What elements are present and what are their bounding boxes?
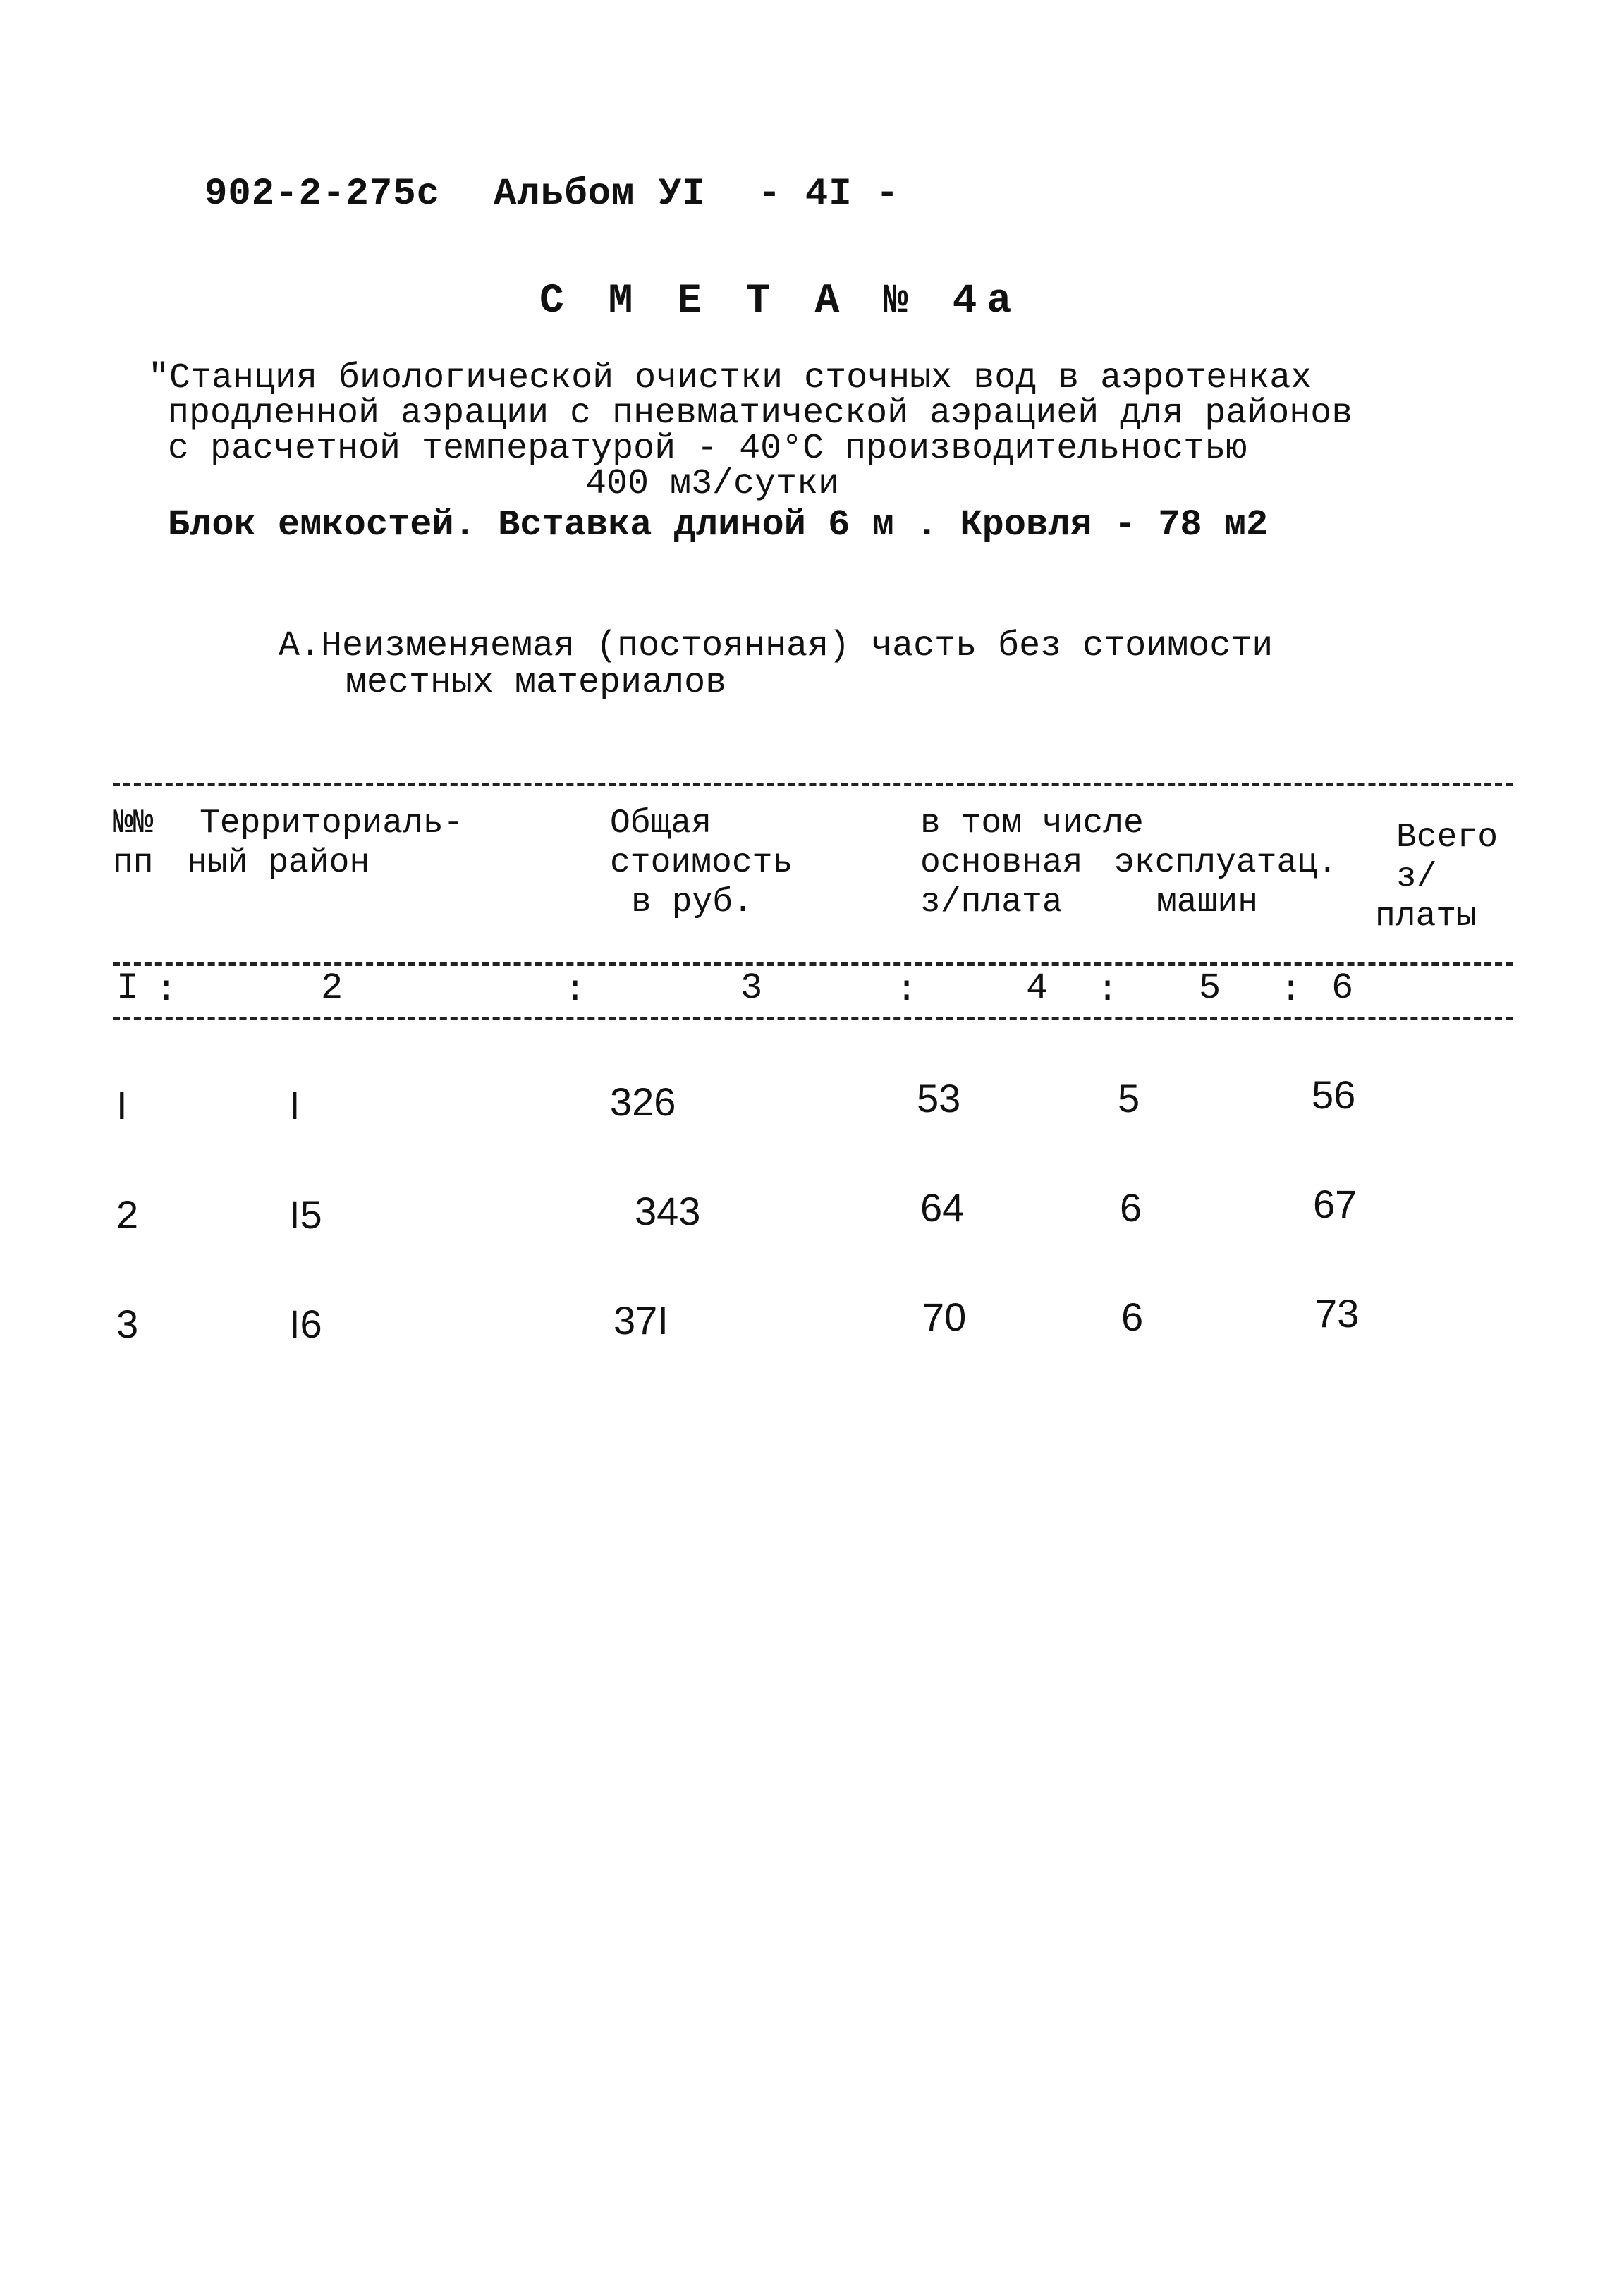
column-numbers-top-rule (113, 962, 1513, 966)
description-line-1: "Станция биологической очистки сточных вод в аэротенках (148, 358, 1312, 398)
header-basic-wage: основная з/плата (920, 844, 1083, 922)
document-code: 902-2-275с (204, 173, 441, 216)
column-number: I (116, 967, 139, 1009)
row-total-cost: 37I (613, 1298, 668, 1343)
description-line-4: 400 м3/сутки (585, 464, 840, 504)
column-separator: : (564, 970, 587, 1011)
header-number: №№ пп (113, 805, 154, 882)
block-line: Блок емкостей. Вставка длиной 6 м . Кровля - 78 м2 (168, 504, 1269, 546)
section-heading-line-2: местных материалов (346, 663, 727, 703)
description-line-3: с расчетной температурой - 40°С производительностью (168, 429, 1247, 469)
row-machine-operation: 6 (1121, 1295, 1144, 1339)
column-numbers-bottom-rule (113, 1017, 1513, 1020)
row-total-wage: 56 (1312, 1072, 1356, 1117)
column-number: 3 (740, 967, 763, 1009)
row-total-cost: 326 (610, 1080, 676, 1124)
album-label: Альбом УI (494, 173, 706, 216)
column-number: 4 (1026, 967, 1049, 1009)
column-separator: : (896, 970, 918, 1011)
row-region: I6 (289, 1302, 322, 1346)
row-basic-wage: 64 (920, 1185, 965, 1230)
table-top-rule (113, 783, 1513, 786)
row-machine-operation: 6 (1120, 1185, 1142, 1230)
column-number: 6 (1331, 967, 1354, 1009)
header-total-wage: Всего з/ платы (1375, 819, 1498, 936)
row-total-wage: 73 (1315, 1291, 1360, 1335)
section-heading-line-1: А.Неизменяемая (постоянная) часть без стоимости (279, 626, 1274, 666)
column-number: 5 (1199, 967, 1221, 1009)
estimate-title: С М Е Т А № 4а (539, 279, 1022, 324)
row-machine-operation: 5 (1118, 1076, 1140, 1120)
row-total-wage: 67 (1313, 1182, 1357, 1226)
header-region: Территориаль- ный район (187, 805, 464, 882)
row-number: I (116, 1083, 128, 1127)
header-total-cost: Общая стоимость в руб. (610, 805, 793, 922)
column-separator: : (155, 970, 178, 1011)
column-separator: : (1097, 970, 1119, 1011)
column-number: 2 (321, 967, 343, 1009)
page-number: - 4I - (758, 173, 900, 216)
row-total-cost: 343 (635, 1189, 701, 1233)
header-machine-operation: эксплуатац. машин (1114, 844, 1338, 922)
description-line-2: продленной аэрации с пневматической аэрацией для районов (168, 393, 1353, 434)
row-number: 2 (116, 1192, 139, 1237)
row-region: I (289, 1083, 300, 1127)
row-region: I5 (289, 1192, 322, 1237)
column-separator: : (1280, 970, 1302, 1011)
row-basic-wage: 53 (917, 1076, 961, 1120)
row-basic-wage: 70 (922, 1295, 967, 1339)
header-including: в том числе (920, 805, 1144, 843)
row-number: 3 (116, 1302, 139, 1346)
